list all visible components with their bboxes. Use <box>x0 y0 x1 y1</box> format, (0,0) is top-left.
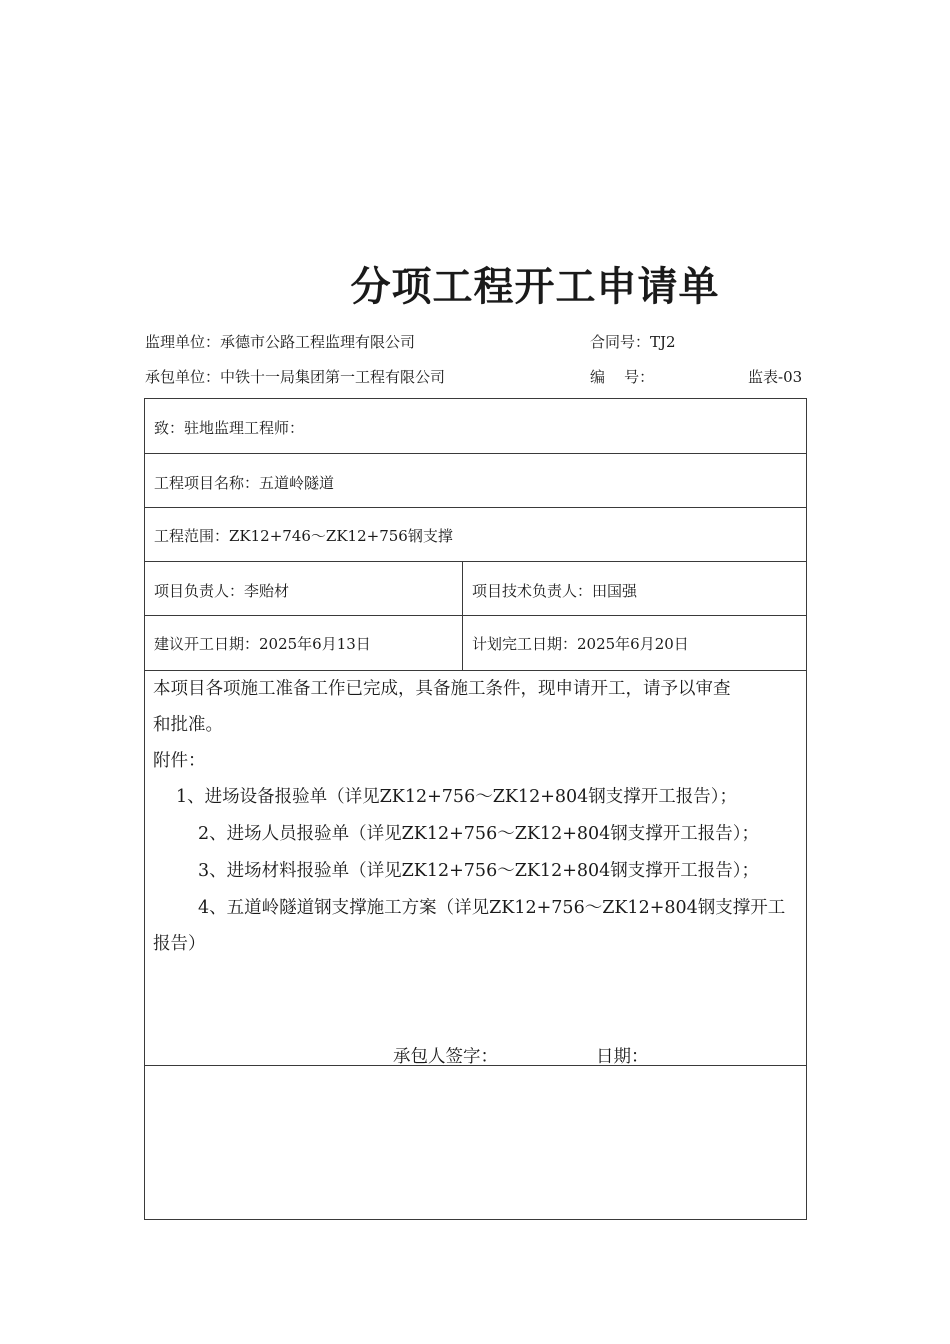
row-leaders <box>145 562 806 616</box>
statement-line-1: 本项目各项施工准备工作已完成，具备施工条件，现申请开工，请予以审查 <box>153 679 731 699</box>
statement-line-2: 和批准。 <box>153 715 223 735</box>
serial-number-label: 编 号： <box>590 368 655 386</box>
attachment-item: 4、五道岭隧道钢支撑施工方案（详见ZK12+756～ZK12+804钢支撑开工 <box>198 898 786 918</box>
tech-leader: 项目技术负责人：田国强 <box>472 582 638 600</box>
row-project-name <box>145 454 806 508</box>
form-code: 监表-03 <box>748 368 803 386</box>
contractor-signature-label: 承包人签字： <box>393 1047 498 1067</box>
attachments-label: 附件： <box>153 751 206 771</box>
proposed-start-date: 建议开工日期：2025年6月13日 <box>154 635 371 653</box>
planned-finish-date: 计划完工日期：2025年6月20日 <box>472 635 689 653</box>
row-scope <box>145 508 806 562</box>
project-scope: 工程范围：ZK12+746～ZK12+756钢支撑 <box>154 527 453 545</box>
cell-divider <box>462 562 463 615</box>
addressee: 致：驻地监理工程师： <box>154 419 305 437</box>
row-statement <box>145 671 806 1066</box>
project-name: 工程项目名称：五道岭隧道 <box>154 474 335 492</box>
attachment-item: 2、进场人员报验单（详见ZK12+756～ZK12+804钢支撑开工报告）； <box>198 824 760 844</box>
page-title: 分项工程开工申请单 <box>350 264 720 310</box>
supervisor-unit: 监理单位：承德市公路工程监理有限公司 <box>145 333 416 351</box>
project-leader: 项目负责人：李贻材 <box>154 582 290 600</box>
application-form <box>144 398 807 1220</box>
cell-divider <box>462 616 463 670</box>
row-blank-opinion <box>145 1066 806 1219</box>
date-label: 日期： <box>596 1047 649 1067</box>
attachment-item-continued: 报告） <box>153 934 206 954</box>
attachment-item: 3、进场材料报验单（详见ZK12+756～ZK12+804钢支撑开工报告）； <box>198 861 760 881</box>
row-dates <box>145 616 806 671</box>
attachment-item: 1、进场设备报验单（详见ZK12+756～ZK12+804钢支撑开工报告）； <box>176 787 738 807</box>
contract-number: 合同号：TJ2 <box>590 333 676 351</box>
row-to <box>145 399 806 454</box>
contractor-unit: 承包单位：中铁十一局集团第一工程有限公司 <box>145 368 446 386</box>
